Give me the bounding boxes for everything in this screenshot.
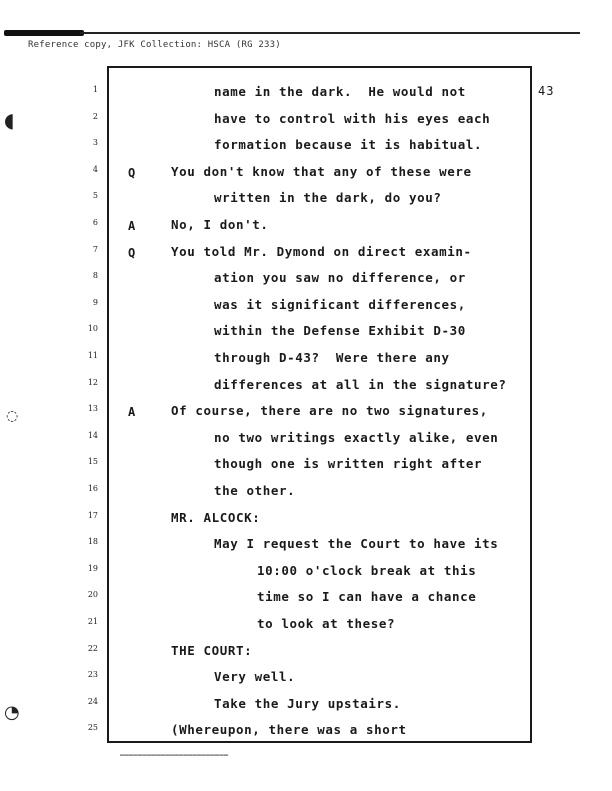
transcript-line-text: no two writings exactly alike, even — [214, 429, 499, 445]
line-number: 15 — [87, 457, 98, 467]
line-number: 2 — [92, 111, 98, 121]
transcript-line-text: to look at these? — [257, 616, 396, 631]
line-number: 5 — [92, 191, 98, 201]
line-number: 10 — [87, 324, 98, 334]
transcript-line-text: 10:00 o'clock break at this — [257, 562, 477, 578]
transcript-line-text: differences at all in the signature? — [214, 376, 507, 392]
scan-top-bar — [0, 30, 612, 34]
transcript-line-text: Of course, there are no two signatures, — [171, 403, 488, 419]
line-number: 13 — [87, 404, 98, 414]
transcript-line-text: name in the dark. He would not — [214, 84, 466, 99]
line-number: 4 — [92, 164, 98, 174]
line-number: 25 — [87, 723, 98, 733]
line-number: 1 — [92, 85, 98, 94]
line-number: 17 — [87, 510, 98, 520]
line-number: 7 — [92, 244, 98, 254]
line-number: 6 — [92, 218, 98, 227]
line-number: 21 — [87, 617, 98, 626]
line-number: 23 — [87, 670, 98, 680]
line-number: 19 — [87, 563, 98, 573]
reference-header: Reference copy, JFK Collection: HSCA (RG 233) — [28, 40, 281, 50]
transcript-line-text: Very well. — [214, 669, 296, 685]
binder-hole-mark-top: ◖ — [4, 108, 15, 132]
transcript-line-text: written in the dark, do you? — [214, 190, 442, 206]
scan-mark-thick — [4, 30, 84, 36]
binder-hole-mark-middle: ◌ — [6, 408, 19, 424]
speaker-marker: Q — [128, 165, 136, 180]
transcript-line-text: ation you saw no difference, or — [214, 270, 466, 286]
transcript-line-text: (Whereupon, there was a short — [171, 722, 407, 738]
line-number: 20 — [87, 590, 98, 600]
line-number: 22 — [87, 643, 98, 653]
transcript-line-text: May I request the Court to have its — [214, 536, 499, 552]
speaker-marker: Q — [128, 245, 136, 260]
line-number: 18 — [87, 537, 98, 547]
transcript-line-text: though one is written right after — [214, 456, 483, 472]
transcript-line-text: have to control with his eyes each — [214, 110, 491, 126]
page-number: 43 — [538, 84, 555, 98]
transcript-line-text: MR. ALCOCK: — [171, 509, 261, 525]
line-number: 3 — [92, 138, 98, 148]
speaker-marker: A — [128, 219, 136, 233]
transcript-line-text: You don't know that any of these were — [171, 163, 472, 179]
transcript-line-text: formation because it is habitual. — [214, 137, 483, 153]
line-number: 11 — [87, 351, 98, 360]
transcript-line-text: You told Mr. Dymond on direct examin- — [171, 243, 472, 259]
transcript-line-text: was it significant differences, — [214, 296, 466, 312]
transcript-line-text: Take the Jury upstairs. — [214, 695, 401, 711]
line-number: 8 — [92, 271, 98, 281]
transcript-line-text: within the Defense Exhibit D-30 — [214, 323, 466, 339]
scan-mark-line — [80, 32, 580, 34]
transcript-line-text: No, I don't. — [171, 217, 269, 232]
transcript-line-text: through D-43? Were there any — [214, 350, 450, 365]
line-number: 16 — [87, 484, 98, 493]
transcript-line-text: time so I can have a chance — [257, 589, 477, 605]
speaker-marker: A — [128, 405, 136, 420]
line-number: 9 — [92, 297, 98, 307]
bottom-edge-smudge: ▁▁▁▁▁▁▁▁▁▁▁▁▁▁▁▁▁▁▁▁▁▁▁▁ — [120, 748, 229, 756]
line-number: 24 — [87, 696, 98, 706]
line-number: 14 — [87, 430, 98, 440]
line-number: 12 — [87, 377, 98, 387]
transcript-line-text: the other. — [214, 483, 296, 498]
binder-hole-mark-bottom: ◔ — [4, 702, 20, 723]
transcript-line-text: THE COURT: — [171, 642, 253, 658]
